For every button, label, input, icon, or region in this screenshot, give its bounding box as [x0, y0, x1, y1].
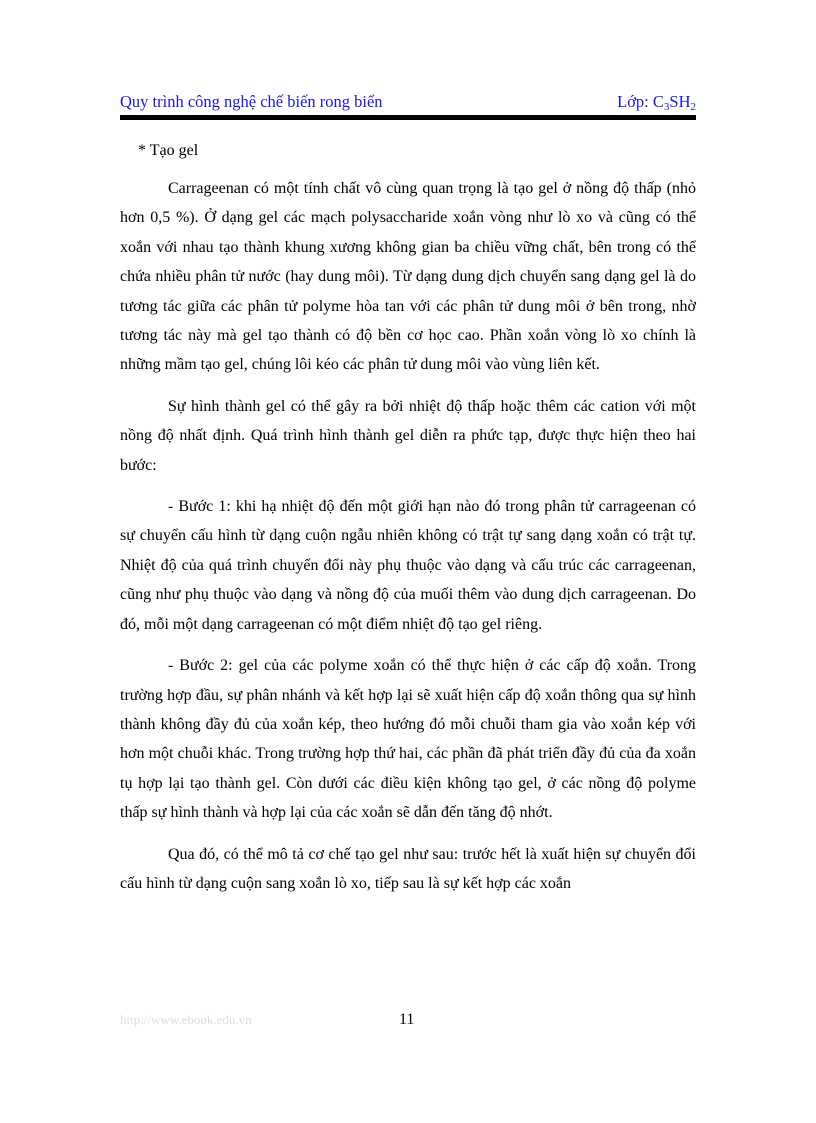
header-divider [120, 115, 696, 120]
class-label-prefix: Lớp: C [617, 92, 664, 111]
document-title: Quy trình công nghệ chế biến rong biển [120, 92, 383, 111]
page-number: 11 [399, 1011, 415, 1028]
page-header [120, 92, 696, 116]
paragraph: Sự hình thành gel có thể gây ra bởi nhiệt độ thấp hoặc thêm các cation với một nồng độ nhất định. Quá trình hình thành gel diễn ra phức tạp, được thực hiện theo hai bước: [120, 397, 696, 474]
paragraph: - Bước 2: gel của các polyme xoắn có thể thực hiện ở các cấp độ xoắn. Trong trường hợp đầu, sự phân nhánh và kết hợp lại sẽ xuất hiện cấp độ xoắn thông qua sự hình thành không đầy đủ của xoắn kép, theo hướng đó mỗi chuỗi tham gia vào xoắn kép với hơn một chuỗi khác. Trong trường hợp thứ hai, các phần đã phát triển đầy đủ của đa xoắn tụ hợp lại tạo thành gel. Còn dưới các điều kiện không tạo gel, ở các nồng độ polyme thấp sự hình thành và hợp lại của các xoắn sẽ dẫn đến tăng độ nhớt. [120, 657, 696, 822]
paragraph: - Bước 1: khi hạ nhiệt độ đến một giới hạn nào đó trong phân tử carrageenan có sự chuyển cấu hình từ dạng cuộn ngẫu nhiên không có trật tự sang dạng xoắn có trật tự. Nhiệt độ của quá trình chuyển đổi này phụ thuộc vào dạng và cấu trúc các carrageenan, cũng như phụ thuộc vào dạng và nồng độ của muối thêm vào dung dịch carrageenan. Do đó, mỗi một dạng carrageenan có một điểm nhiệt độ tạo gel riêng. [120, 498, 696, 633]
class-label-middle: SH [669, 92, 691, 111]
footer-url: http://www.ebook.edu.vn [120, 1012, 252, 1027]
main-content [120, 136, 696, 910]
paragraph: Qua đó, có thể mô tả cơ chế tạo gel như sau: trước hết là xuất hiện sự chuyển đổi cấu hình từ dạng cuộn sang xoắn lò xo, tiếp sau là sự kết hợp các xoắn [120, 845, 696, 892]
paragraph: Carrageenan có một tính chất vô cùng quan trọng là tạo gel ở nồng độ thấp (nhỏ hơn 0,5 %). Ở dạng gel các mạch polysaccharide xoắn vòng như lò xo và cũng có thể xoắn với nhau tạo thành khung xương không gian ba chiều vững chất, bên trong có thể chứa nhiều phân tử nước (hay dung môi). Từ dạng dung dịch chuyển sang dạng gel là do tương tác giữa các phân tử polyme hòa tan với các phân tử dung môi ở bên trong, nhờ tương tác này mà gel tạo thành có độ bền cơ học cao. Phần xoắn vòng lò xo chính là những mầm tạo gel, chúng lôi kéo các phân tử dung môi vào vùng liên kết. [120, 180, 696, 374]
class-label-sub1: 3 [663, 101, 670, 113]
section-heading: * Tạo gel [138, 142, 199, 159]
class-label [617, 92, 696, 113]
class-label-sub2: 2 [690, 101, 696, 113]
